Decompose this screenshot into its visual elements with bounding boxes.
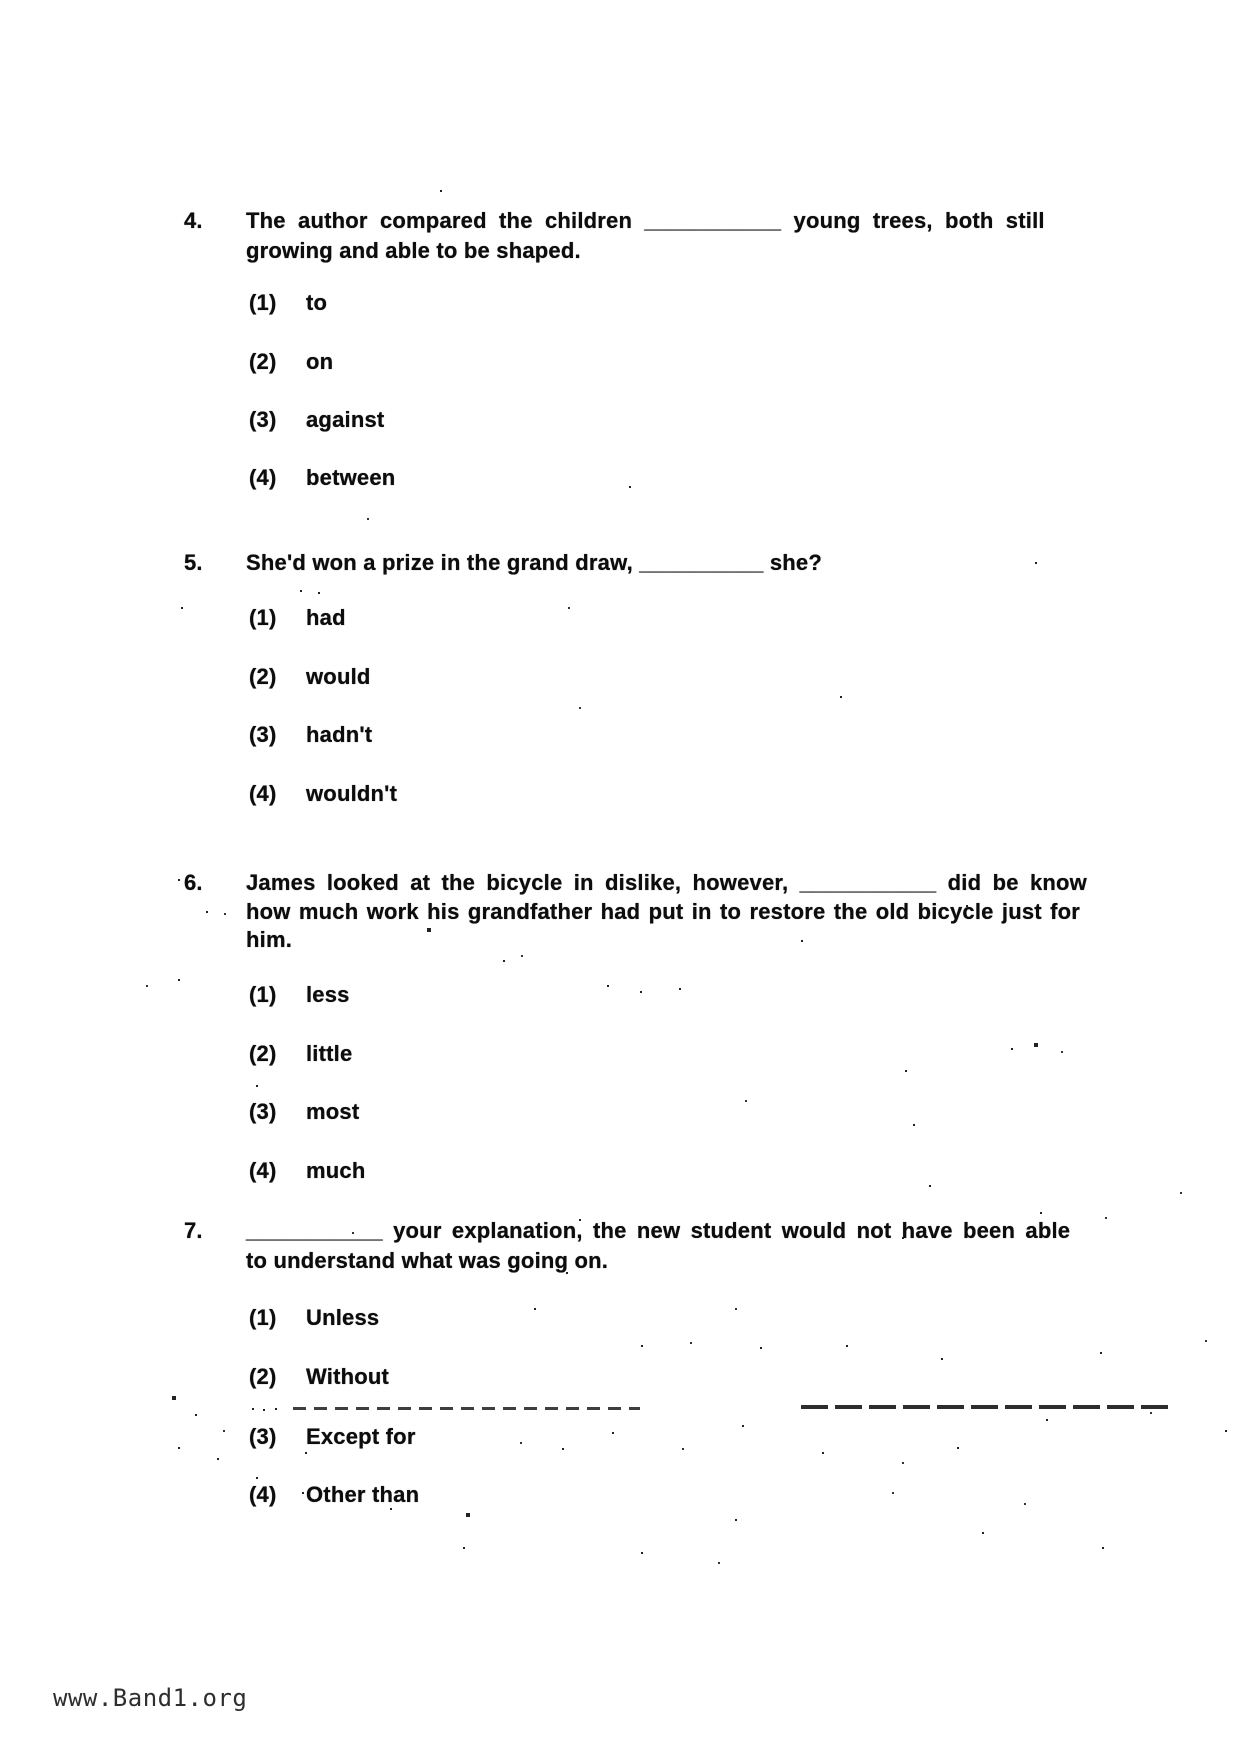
option-number: (3) [249, 1424, 277, 1449]
option-number: (2) [249, 1364, 277, 1389]
question-line: growing and able to be shaped. [246, 238, 581, 263]
option-label: much [306, 1158, 366, 1183]
option-number: (1) [249, 605, 277, 630]
option-number: (1) [249, 290, 277, 315]
option-number: (2) [249, 664, 277, 689]
option-label: most [306, 1099, 360, 1124]
option-label: had [306, 605, 346, 630]
option-number: (2) [249, 1041, 277, 1066]
option-label: less [306, 982, 350, 1007]
question-line: The author compared the children ___________ young trees, both still [246, 208, 1045, 233]
question-line: ___________ your explanation, the new student would not have been able [246, 1218, 1071, 1243]
option-number: (4) [249, 781, 277, 806]
option-label: against [306, 407, 385, 432]
option-number: (3) [249, 1099, 277, 1124]
option-label: hadn't [306, 722, 373, 747]
option-label: little [306, 1041, 353, 1066]
scan-speckle-noise [0, 0, 2, 2]
option-number: (3) [249, 722, 277, 747]
question-number: 4. [184, 208, 203, 233]
option-label: Unless [306, 1305, 380, 1330]
question-line: how much work his grandfather had put in to restore the old bicycle just for [246, 899, 1081, 924]
question-line: him. [246, 927, 293, 952]
scan-artifact-dashed-line-left [293, 1407, 640, 1410]
option-number: (1) [249, 982, 277, 1007]
option-number: (3) [249, 407, 277, 432]
option-label: would [306, 664, 371, 689]
option-label: Other than [306, 1482, 420, 1507]
option-label: Except for [306, 1424, 416, 1449]
question-line: James looked at the bicycle in dislike, however, ___________ did be know [246, 870, 1087, 895]
option-number: (1) [249, 1305, 277, 1330]
option-label: Without [306, 1364, 390, 1389]
question-line: She'd won a prize in the grand draw, __________ she? [246, 550, 823, 575]
option-number: (2) [249, 349, 277, 374]
option-label: to [306, 290, 328, 315]
question-number: 5. [184, 550, 203, 575]
question-number: 6. [184, 870, 203, 895]
option-number: (4) [249, 465, 277, 490]
footer-watermark-url: www.Band1.org [53, 1684, 248, 1712]
option-number: (4) [249, 1158, 277, 1183]
scan-artifact-dashed-line-right [801, 1405, 1173, 1409]
question-number: 7. [184, 1218, 203, 1243]
option-label: wouldn't [306, 781, 398, 806]
option-label: between [306, 465, 396, 490]
question-line: to understand what was going on. [246, 1248, 609, 1273]
option-label: on [306, 349, 334, 374]
option-number: (4) [249, 1482, 277, 1507]
